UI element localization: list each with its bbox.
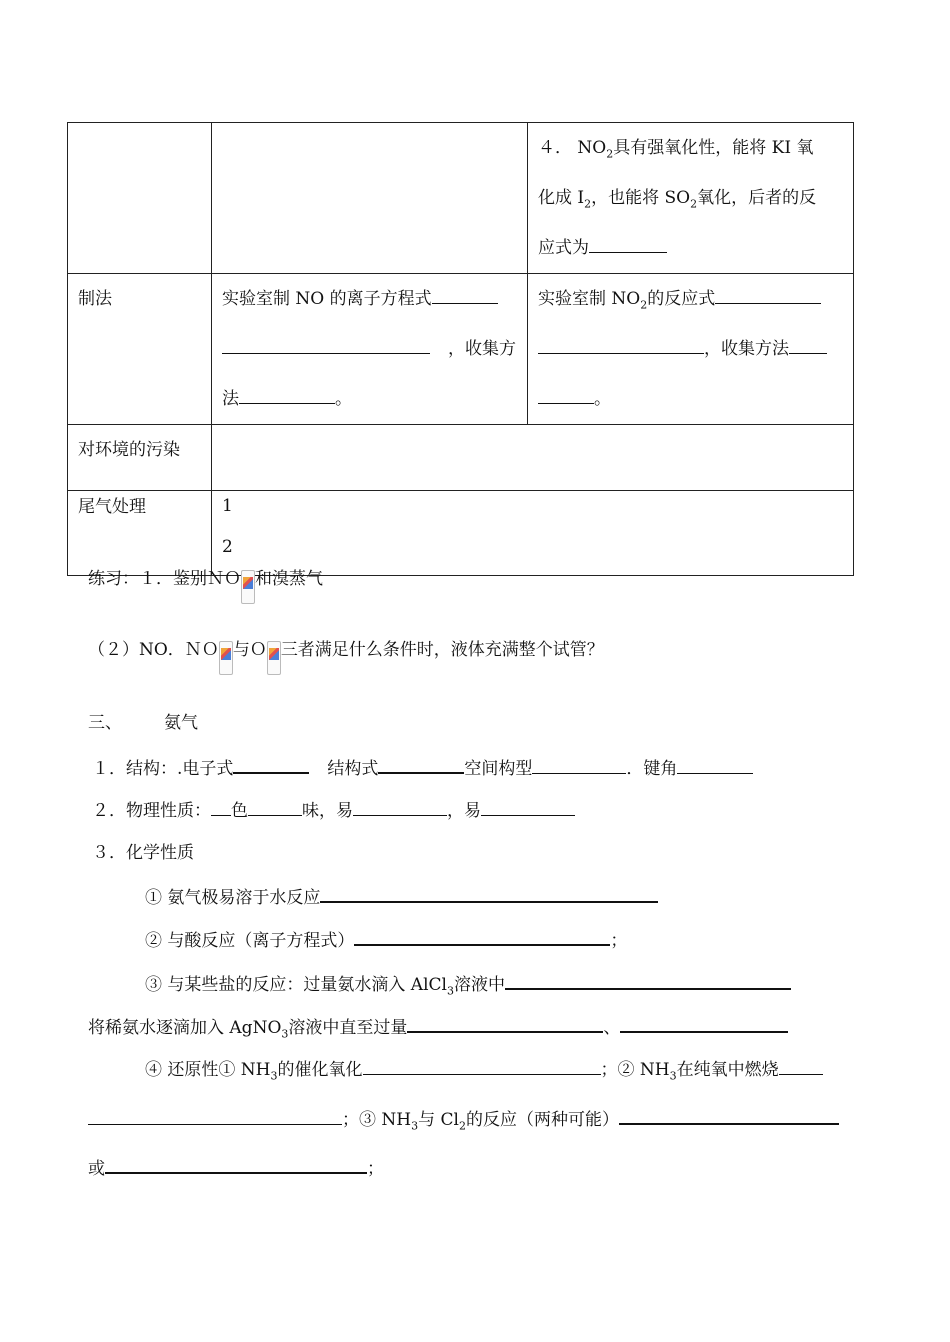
pollution-answer-cell[interactable] bbox=[212, 425, 854, 491]
property-item-3: ③ 与某些盐的反应：过量氨水滴入 AlCl$_3$溶液中 bbox=[145, 972, 791, 996]
no2-preparation-cell bbox=[528, 274, 854, 425]
row-label-pollution: 对环境的污染 bbox=[68, 425, 212, 491]
answer-blank[interactable] bbox=[538, 387, 594, 404]
image-placeholder-icon bbox=[219, 641, 233, 675]
answer-blank[interactable] bbox=[715, 287, 821, 304]
answer-blank[interactable] bbox=[353, 799, 447, 816]
answer-blank[interactable] bbox=[211, 799, 231, 816]
cell-line: ，收集方法 bbox=[538, 324, 843, 374]
cell-line: 应式为 bbox=[538, 223, 843, 273]
answer-blank[interactable] bbox=[789, 337, 827, 354]
table-cell bbox=[68, 123, 212, 274]
property-item-4: ④ 还原性① $NH_3$的催化氧化 ；② $NH_3$在纯氧中燃烧 bbox=[145, 1058, 823, 1081]
answer-blank[interactable] bbox=[481, 799, 575, 816]
answer-blank[interactable] bbox=[779, 1058, 823, 1075]
cell-line: 法 。 bbox=[222, 389, 352, 409]
cell-line: 实验室制 NO 的离子方程式 bbox=[222, 274, 517, 324]
chemical-property-heading: ３．化学性质 bbox=[92, 843, 194, 863]
answer-blank[interactable] bbox=[538, 337, 704, 354]
cell-line: ，收集方 bbox=[222, 324, 517, 374]
table-cell bbox=[212, 123, 528, 274]
no2-oxidation-cell bbox=[528, 123, 854, 274]
list-item: 2 bbox=[222, 537, 233, 557]
answer-blank[interactable] bbox=[233, 756, 309, 774]
answer-blank[interactable] bbox=[589, 236, 667, 253]
answer-blank[interactable] bbox=[505, 972, 791, 990]
answer-blank[interactable] bbox=[432, 287, 498, 304]
answer-blank[interactable] bbox=[320, 885, 658, 903]
row-label-preparation: 制法 bbox=[68, 274, 212, 425]
cell-line: 实验室制 $NO_2$的反应式 bbox=[538, 274, 843, 324]
property-item-4-end: 或 ； bbox=[88, 1156, 384, 1180]
answer-blank[interactable] bbox=[677, 757, 753, 774]
answer-blank[interactable] bbox=[619, 1107, 839, 1125]
answer-blank[interactable] bbox=[620, 1015, 788, 1033]
exhaust-answer-cell[interactable] bbox=[212, 491, 854, 576]
answer-blank[interactable] bbox=[407, 1015, 603, 1033]
row-label-exhaust: 尾气处理 bbox=[68, 491, 212, 576]
property-item-4-cont: ；③ $NH_3$与 $Cl_2$的反应（两种可能） bbox=[88, 1107, 839, 1131]
table-row bbox=[68, 123, 854, 274]
section-heading: 三、 氨气 bbox=[88, 713, 198, 733]
properties-table bbox=[67, 122, 854, 576]
answer-blank[interactable] bbox=[363, 1058, 601, 1075]
answer-blank[interactable] bbox=[105, 1156, 367, 1174]
answer-blank[interactable] bbox=[239, 387, 335, 404]
table-row bbox=[68, 491, 854, 576]
table-row bbox=[68, 425, 854, 491]
property-item-2: ② 与酸反应（离子方程式） ； bbox=[145, 928, 627, 952]
answer-blank[interactable] bbox=[248, 799, 302, 816]
answer-blank[interactable] bbox=[378, 756, 464, 774]
cell-line: ４． $NO_2$具有强氧化性，能将 KI 氧 bbox=[538, 138, 814, 161]
list-item: 1 bbox=[222, 496, 233, 516]
answer-blank[interactable] bbox=[532, 757, 626, 774]
image-placeholder-icon bbox=[241, 570, 255, 604]
answer-blank[interactable] bbox=[88, 1108, 342, 1125]
property-item-3-cont: 将稀氨水逐滴加入 AgNO$_3$溶液中直至过量 、 bbox=[88, 1015, 788, 1039]
exercise-line-2: （２）NO．ＮＯ 与Ｏ 三者满足什么条件时，液体充满整个试管？ bbox=[88, 639, 604, 675]
answer-blank[interactable] bbox=[354, 928, 610, 946]
property-item-1: ① 氨气极易溶于水反应 bbox=[145, 885, 658, 909]
physical-property-question: ２．物理性质： 色 味，易 ，易 bbox=[92, 799, 575, 822]
no-preparation-cell bbox=[212, 274, 528, 425]
answer-blank[interactable] bbox=[222, 337, 430, 354]
structure-question: １．结构：.电子式 结构式 空间构型 ．键角 bbox=[92, 756, 753, 780]
cell-line: 化成 $I_2$，也能将 $SO_2$氧化，后者的反 bbox=[538, 188, 817, 211]
cell-line: 。 bbox=[538, 374, 843, 424]
exercise-line-1: 练习：１．鉴别ＮＯ 和溴蒸气 bbox=[88, 568, 323, 604]
table-row bbox=[68, 274, 854, 425]
image-placeholder-icon bbox=[267, 641, 281, 675]
